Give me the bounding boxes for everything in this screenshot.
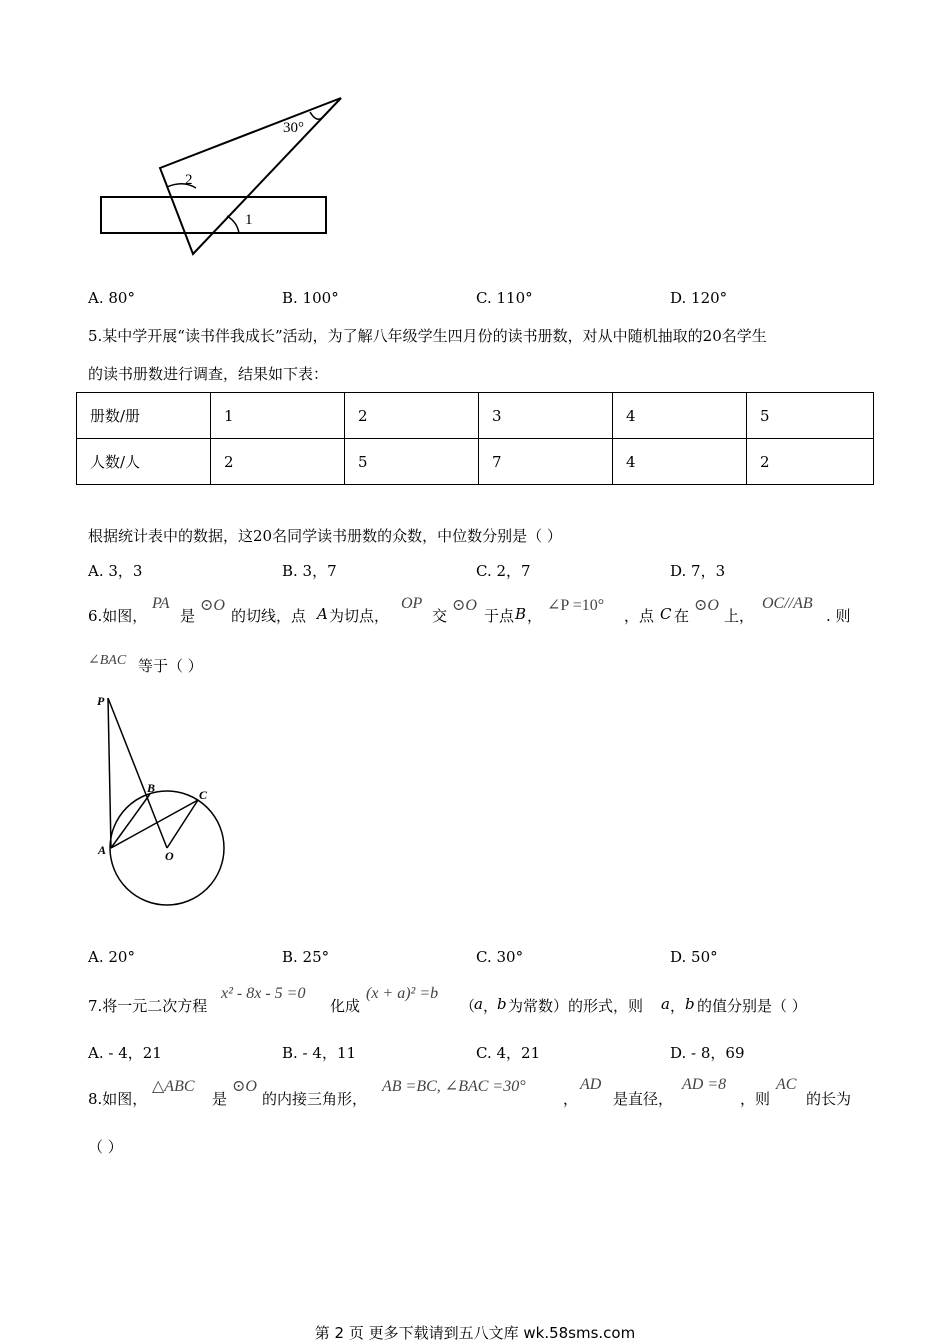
angle-label-2: 2 (185, 172, 193, 188)
table-cell: 5 (345, 439, 479, 485)
angle-label-30: 30° (283, 120, 304, 136)
angle-arc-1 (227, 216, 239, 233)
q7-end: 的值分别是（ ） (697, 997, 807, 1015)
table-cell: 人数/人 (77, 439, 211, 485)
q6-tangent: 的切线，点 (231, 607, 307, 625)
q8-is: 是 (212, 1090, 228, 1108)
table-cell: 7 (479, 439, 613, 485)
q5-question: 根据统计表中的数据，这20名同学读书册数的众数，中位数分别是（ ） (88, 527, 562, 545)
q6-angle-bac: ∠BAC (88, 653, 127, 668)
q8-comma: ， (563, 1090, 579, 1108)
q8-prefix: 8.如图， (88, 1090, 148, 1108)
table-cell: 册数/册 (77, 393, 211, 439)
table-cell: 2 (211, 439, 345, 485)
q6-option-a: A. 20° (88, 948, 135, 966)
q5-stats-table (76, 392, 874, 485)
q8-paren: （ ） (88, 1138, 123, 1156)
q6-angle-p: ∠P =10° (547, 597, 605, 614)
q6-on: 在 (674, 607, 690, 625)
q8-ad: AD (580, 1076, 602, 1093)
q7-form: (x + a)² =b (366, 985, 439, 1002)
label-b: B (147, 781, 156, 795)
angle-label-1: 1 (245, 212, 253, 228)
q7-suffix: 为常数）的形式，则 (508, 997, 644, 1015)
q6-point-b: B (515, 605, 527, 623)
q4-option-a: A. 80° (88, 289, 135, 307)
table-row (77, 393, 874, 439)
q6-on-end: 上， (724, 607, 755, 625)
q6-circle-o-3: ⊙O (694, 597, 719, 614)
q6-circle-o: ⊙O (200, 597, 225, 614)
line-pa (108, 698, 111, 848)
q7-mid: 化成 (330, 997, 361, 1015)
q8-ad-8: AD =8 (682, 1076, 727, 1093)
q8-then: ，则 (740, 1090, 771, 1108)
q5-option-a: A. 3，3 (88, 562, 143, 580)
q6-parallel: OC//AB (762, 595, 813, 612)
table-cell: 2 (345, 393, 479, 439)
table-row (77, 439, 874, 485)
q4-option-b: B. 100° (282, 289, 339, 307)
q8-diameter: 是直径， (613, 1090, 674, 1108)
page-footer: 第 2 页 更多下载请到五八文库 wk.58sms.com (314, 1324, 636, 1342)
q6-prefix: 6.如图， (88, 607, 148, 625)
label-c: C (199, 788, 208, 802)
q7-a2: a (661, 995, 670, 1013)
q8-circle-o: ⊙O (232, 1078, 257, 1095)
q7-prefix: 7.将一元二次方程 (88, 997, 208, 1015)
line-oc (167, 800, 198, 848)
table-cell: 5 (747, 393, 874, 439)
q5-option-b: B. 3，7 (282, 562, 337, 580)
q8-length: 的长为 (806, 1090, 852, 1108)
q7-option-d: D. - 8，69 (670, 1044, 745, 1062)
q7-b2: b (685, 995, 695, 1013)
label-p: P (97, 694, 105, 708)
line-ac (111, 800, 198, 848)
angle-arc-30 (310, 112, 324, 119)
q6-comma: ， (527, 607, 543, 625)
q5-line1: 5.某中学开展“读书伴我成长”活动，为了解八年级学生四月份的读书册数，对从中随机抽取的20名学生 (88, 327, 767, 345)
table-cell: 4 (613, 439, 747, 485)
q6-equals: 等于（ ） (138, 657, 203, 675)
q6-intersect: 交 (432, 607, 448, 625)
q7-sep: ， (483, 997, 499, 1015)
q7-a: a (474, 995, 483, 1013)
q6-pa: PA (152, 595, 170, 612)
q6-option-c: C. 30° (476, 948, 524, 966)
q7-option-a: A. - 4，21 (88, 1044, 162, 1062)
q8-triangle: △ABC (152, 1078, 195, 1095)
label-a: A (98, 843, 107, 857)
q5-line2: 的读书册数进行调查，结果如下表： (88, 365, 329, 383)
figure-triangle-ruler (95, 92, 355, 262)
ruler-rectangle (101, 197, 326, 233)
table-cell: 1 (211, 393, 345, 439)
q8-inscribed: 的内接三角形， (262, 1090, 368, 1108)
q6-point-c-text: ，点 (624, 607, 655, 625)
q8-ac: AC (776, 1076, 797, 1093)
table-cell: 4 (613, 393, 747, 439)
q4-option-d: D. 120° (670, 289, 728, 307)
table-cell: 3 (479, 393, 613, 439)
q7-equation: x² - 8x - 5 =0 (221, 985, 306, 1002)
q6-tangent-point: 为切点， (329, 607, 390, 625)
line-po (108, 698, 167, 848)
q6-point-a: A (317, 605, 328, 623)
q6-option-b: B. 25° (282, 948, 330, 966)
q5-option-c: C. 2，7 (476, 562, 531, 580)
q6-circle-o-2: ⊙O (452, 597, 477, 614)
q7-sep2: ， (670, 997, 686, 1015)
q6-option-d: D. 50° (670, 948, 718, 966)
q6-then: . 则 (826, 607, 851, 625)
q5-option-d: D. 7，3 (670, 562, 726, 580)
q6-is: 是 (180, 607, 196, 625)
label-o: O (165, 849, 174, 863)
q6-at-point: 于点 (484, 607, 515, 625)
q7-option-b: B. - 4，11 (282, 1044, 357, 1062)
q7-b: b (497, 995, 507, 1013)
q7-paren-open: （ (460, 997, 476, 1015)
q7-option-c: C. 4，21 (476, 1044, 541, 1062)
q4-option-c: C. 110° (476, 289, 533, 307)
q8-condition: AB =BC, ∠BAC =30° (382, 1078, 526, 1095)
q6-op: OP (401, 595, 423, 612)
table-cell: 2 (747, 439, 874, 485)
figure-circle-tangent (90, 688, 240, 913)
q6-point-c: C (660, 605, 672, 623)
